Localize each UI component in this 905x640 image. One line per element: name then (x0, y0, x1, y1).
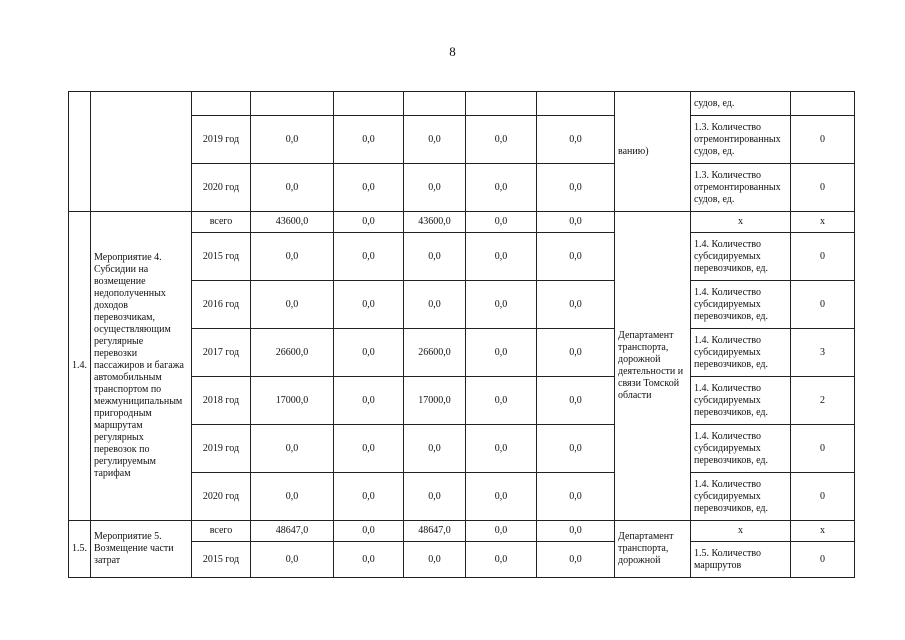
amount-local: 0,0 (466, 116, 537, 164)
amount-other: 0,0 (537, 164, 615, 212)
indicator-value: x (791, 212, 855, 233)
amount-other: 0,0 (537, 473, 615, 521)
year-cell: 2017 год (192, 329, 251, 377)
year-cell: 2015 год (192, 233, 251, 281)
amount-local: 0,0 (466, 212, 537, 233)
index-cell (69, 92, 91, 212)
amount-other: 0,0 (537, 116, 615, 164)
amount-regional: 26600,0 (404, 329, 466, 377)
indicator-value: x (791, 521, 855, 542)
amount-local: 0,0 (466, 377, 537, 425)
measure-title-cell: Мероприятие 5. Возмещение части затрат (91, 521, 192, 578)
indicator-value: 0 (791, 473, 855, 521)
table-row (69, 521, 855, 542)
indicator-cell: 1.4. Количество субсидируемых перевозчиков, ед. (691, 233, 791, 281)
amount-regional: 43600,0 (404, 212, 466, 233)
indicator-cell: 1.3. Количество отремонтированных судов, ед. (691, 116, 791, 164)
index-cell: 1.4. (69, 212, 91, 521)
amount-regional: 0,0 (404, 164, 466, 212)
year-cell: всего (192, 212, 251, 233)
indicator-cell: судов, ед. (691, 92, 791, 116)
amount-other: 0,0 (537, 281, 615, 329)
amount-local: 0,0 (466, 542, 537, 578)
amount-regional: 0,0 (404, 542, 466, 578)
indicator-cell: 1.4. Количество субсидируемых перевозчиков, ед. (691, 281, 791, 329)
amount-regional: 0,0 (404, 425, 466, 473)
table-row (69, 92, 855, 116)
amount-total: 0,0 (251, 164, 334, 212)
indicator-value: 2 (791, 377, 855, 425)
indicator-value: 0 (791, 281, 855, 329)
amount-total: 0,0 (251, 473, 334, 521)
department-cell: ванию) (615, 92, 691, 212)
amount-federal: 0,0 (334, 473, 404, 521)
amount-total: 48647,0 (251, 521, 334, 542)
indicator-cell: 1.4. Количество субсидируемых перевозчиков, ед. (691, 473, 791, 521)
indicator-cell: x (691, 521, 791, 542)
amount-federal: 0,0 (334, 425, 404, 473)
amount-other: 0,0 (537, 212, 615, 233)
amount-local: 0,0 (466, 521, 537, 542)
amount-federal: 0,0 (334, 542, 404, 578)
indicator-cell: 1.4. Количество субсидируемых перевозчиков, ед. (691, 329, 791, 377)
amount-total: 0,0 (251, 233, 334, 281)
amount-local: 0,0 (466, 281, 537, 329)
indicator-value: 0 (791, 233, 855, 281)
year-cell: 2019 год (192, 116, 251, 164)
amount-total (251, 92, 334, 116)
amount-local: 0,0 (466, 164, 537, 212)
measure-title-cell (91, 92, 192, 212)
amount-other: 0,0 (537, 377, 615, 425)
amount-regional: 0,0 (404, 281, 466, 329)
amount-total: 43600,0 (251, 212, 334, 233)
year-cell: 2016 год (192, 281, 251, 329)
indicator-cell: 1.4. Количество субсидируемых перевозчиков, ед. (691, 377, 791, 425)
indicator-value: 0 (791, 164, 855, 212)
page-number: 8 (449, 44, 456, 59)
program-table (68, 91, 855, 578)
amount-other: 0,0 (537, 542, 615, 578)
amount-federal: 0,0 (334, 329, 404, 377)
year-cell: 2018 год (192, 377, 251, 425)
amount-federal: 0,0 (334, 212, 404, 233)
amount-local: 0,0 (466, 425, 537, 473)
year-cell: 2015 год (192, 542, 251, 578)
amount-regional: 0,0 (404, 116, 466, 164)
amount-other: 0,0 (537, 233, 615, 281)
year-cell: всего (192, 521, 251, 542)
amount-total: 17000,0 (251, 377, 334, 425)
amount-total: 0,0 (251, 281, 334, 329)
amount-other: 0,0 (537, 425, 615, 473)
index-cell: 1.5. (69, 521, 91, 578)
amount-federal: 0,0 (334, 521, 404, 542)
department-cell: Департамент транспорта, дорожной (615, 521, 691, 578)
amount-regional (404, 92, 466, 116)
amount-total: 0,0 (251, 542, 334, 578)
amount-local (466, 92, 537, 116)
amount-federal: 0,0 (334, 116, 404, 164)
amount-other: 0,0 (537, 521, 615, 542)
indicator-cell: x (691, 212, 791, 233)
year-cell (192, 92, 251, 116)
amount-federal: 0,0 (334, 233, 404, 281)
amount-local: 0,0 (466, 473, 537, 521)
amount-total: 26600,0 (251, 329, 334, 377)
amount-local: 0,0 (466, 233, 537, 281)
amount-federal: 0,0 (334, 281, 404, 329)
amount-federal (334, 92, 404, 116)
indicator-value: 3 (791, 329, 855, 377)
indicator-value (791, 92, 855, 116)
indicator-cell: 1.5. Количество маршрутов (691, 542, 791, 578)
amount-total: 0,0 (251, 425, 334, 473)
indicator-value: 0 (791, 116, 855, 164)
year-cell: 2020 год (192, 164, 251, 212)
amount-federal: 0,0 (334, 377, 404, 425)
indicator-value: 0 (791, 542, 855, 578)
amount-total: 0,0 (251, 116, 334, 164)
amount-regional: 48647,0 (404, 521, 466, 542)
amount-other: 0,0 (537, 329, 615, 377)
indicator-cell: 1.3. Количество отремонтированных судов, ед. (691, 164, 791, 212)
year-cell: 2019 год (192, 425, 251, 473)
table-row (69, 212, 855, 233)
amount-regional: 0,0 (404, 473, 466, 521)
amount-federal: 0,0 (334, 164, 404, 212)
indicator-cell: 1.4. Количество субсидируемых перевозчиков, ед. (691, 425, 791, 473)
department-cell: Департамент транспорта, дорожной деятельности и связи Томской области (615, 212, 691, 521)
year-cell: 2020 год (192, 473, 251, 521)
amount-local: 0,0 (466, 329, 537, 377)
amount-regional: 0,0 (404, 233, 466, 281)
measure-title-cell: Мероприятие 4. Субсидии на возмещение недополученных доходов перевозчикам, осуществляющим регулярные перевозки пассажиров и багажа автомобильным транспортом по межмуниципальным пригородным маршрутам регулярных перевозок по регулируемым тарифам (91, 212, 192, 521)
indicator-value: 0 (791, 425, 855, 473)
amount-other (537, 92, 615, 116)
amount-regional: 17000,0 (404, 377, 466, 425)
